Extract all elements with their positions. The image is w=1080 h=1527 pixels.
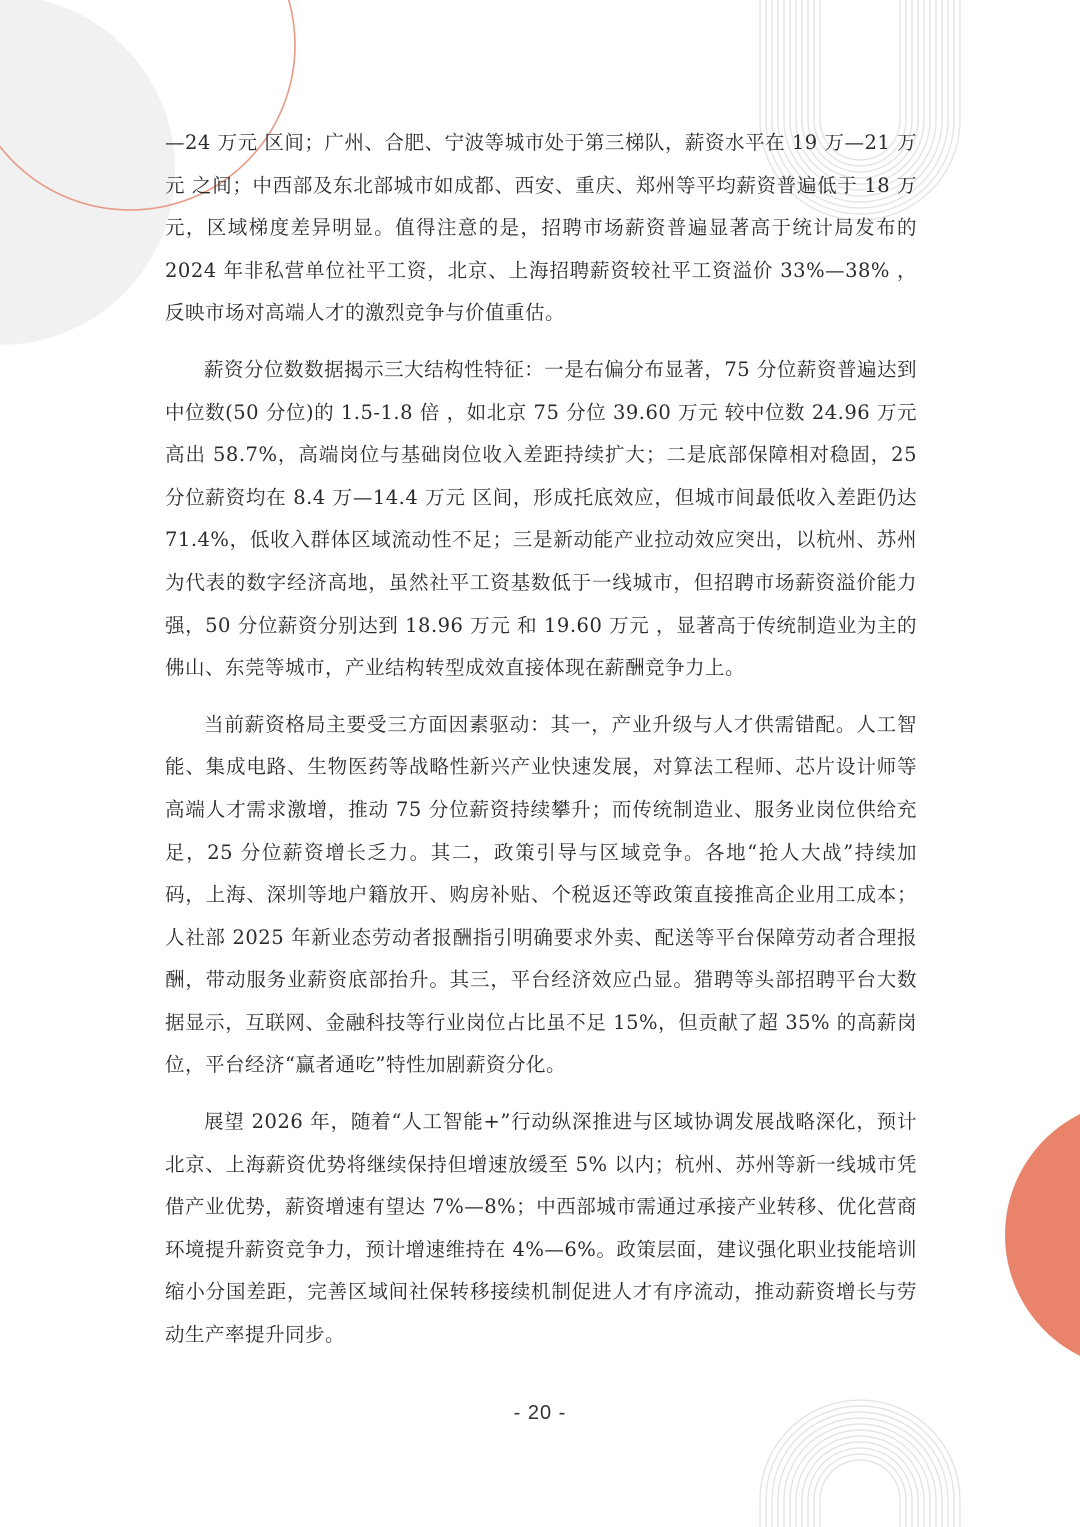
paragraph-1: —24 万元 区间；广州、合肥、宁波等城市处于第三梯队，薪资水平在 19 万—21 万元 之间；中西部及东北部城市如成都、西安、重庆、郑州等平均薪资普遍低于 18 万元，区域梯度差异明显。值得注意的是，招聘市场薪资普遍显著高于统计局发布的 2024 年非私营单位社平工资，北京、上海招聘薪资较社平工资溢价 33%—38% ，反映市场对高端人才的激烈竞争与价值重估。: [165, 131, 917, 325]
article-body: [165, 122, 917, 1357]
paragraph-4: 展望 2026 年，随着“人工智能+”行动纵深推进与区域协调发展战略深化，预计北京、上海薪资优势将继续保持但增速放缓至 5% 以内；杭州、苏州等新一线城市凭借产业优势，薪资增速有望达 7%—8%；中西部城市需通过承接产业转移、优化营商环境提升薪资竞争力，预计增速维持在 4%—6%。政策层面，建议强化职业技能培训缩小分国差距，完善区域间社保转移接续机制促进人才有序流动，推动薪资增长与劳动生产率提升同步。: [165, 1110, 917, 1347]
page-number: - 20 -: [513, 1402, 567, 1424]
coral-circle-decoration: [1005, 1100, 1080, 1370]
paragraph-2: 薪资分位数数据揭示三大结构性特征：一是右偏分布显著，75 分位薪资普遍达到中位数(50 分位)的 1.5-1.8 倍 ，如北京 75 分位 39.60 万元 较中位数 24.96 万元 高出 58.7%，高端岗位与基础岗位收入差距持续扩大；二是底部保障相对稳固，25 分位薪资均在 8.4 万—14.4 万元 区间，形成托底效应，但城市间最低收入差距仍达 71.4%，低收入群体区域流动性不足；三是新动能产业拉动效应突出，以杭州、苏州为代表的数字经济高地，虽然社平工资基数低于一线城市，但招聘市场薪资溢价能力强，50 分位薪资分别达到 18.96 万元 和 19.60 万元 ，显著高于传统制造业为主的佛山、东莞等城市，产业结构转型成效直接体现在薪酬竞争力上。: [165, 357, 917, 680]
paragraph-3: 当前薪资格局主要受三方面因素驱动：其一，产业升级与人才供需错配。人工智能、集成电路、生物医药等战略性新兴产业快速发展，对算法工程师、芯片设计师等高端人才需求激增，推动 75 分位薪资持续攀升；而传统制造业、服务业岗位供给充足，25 分位薪资增长乏力。其二，政策引导与区域竞争。各地“抢人大战”持续加码，上海、深圳等地户籍放开、购房补贴、个税返还等政策直接推高企业用工成本；人社部 2025 年新业态劳动者报酬指引明确要求外卖、配送等平台保障劳动者合理报酬，带动服务业薪资底部抬升。其三，平台经济效应凸显。猎聘等头部招聘平台大数据显示，互联网、金融科技等行业岗位占比虽不足 15%，但贡献了超 35% 的高薪岗位，平台经济“赢者通吃”特性加剧薪资分化。: [165, 712, 917, 1077]
